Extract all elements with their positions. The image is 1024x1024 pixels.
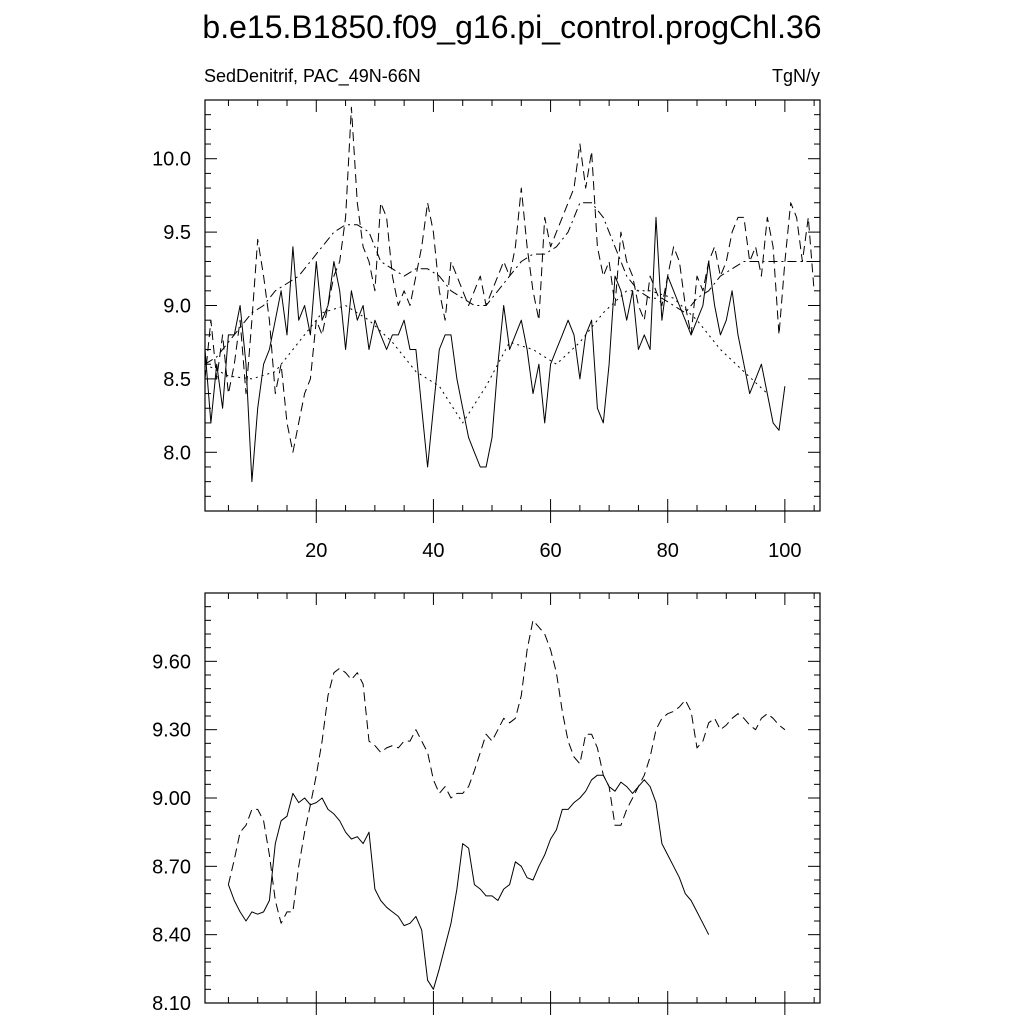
top-y-tick-label: 10.0 <box>152 148 191 171</box>
top-x-tick-label: 100 <box>768 540 802 562</box>
figure-title: b.e15.B1850.f09_g16.pi_control.progChl.36 <box>202 9 822 45</box>
top-y-tick-label: 8.5 <box>163 368 191 391</box>
top-x-tick-label: 20 <box>305 540 328 562</box>
bottom-y-tick-label: 9.00 <box>152 788 191 810</box>
top-y-tick-label: 9.5 <box>163 222 191 245</box>
bottom-y-tick-label: 9.30 <box>152 719 191 742</box>
bottom-y-tick-label: 8.10 <box>152 993 191 1015</box>
top-x-tick-label: 40 <box>422 540 445 562</box>
top-x-tick-label: 60 <box>539 540 562 562</box>
bottom-y-tick-label: 8.40 <box>152 924 191 947</box>
units-label: TgN/y <box>771 66 820 86</box>
top-x-tick-label: 80 <box>656 540 679 562</box>
bottom-y-tick-label: 8.70 <box>152 856 191 879</box>
left-subtitle: SedDenitrif, PAC_49N-66N <box>204 66 421 86</box>
bottom-y-tick-label: 9.60 <box>152 651 191 674</box>
top-y-tick-label: 8.0 <box>163 442 191 465</box>
top-y-tick-label: 9.0 <box>163 295 191 318</box>
